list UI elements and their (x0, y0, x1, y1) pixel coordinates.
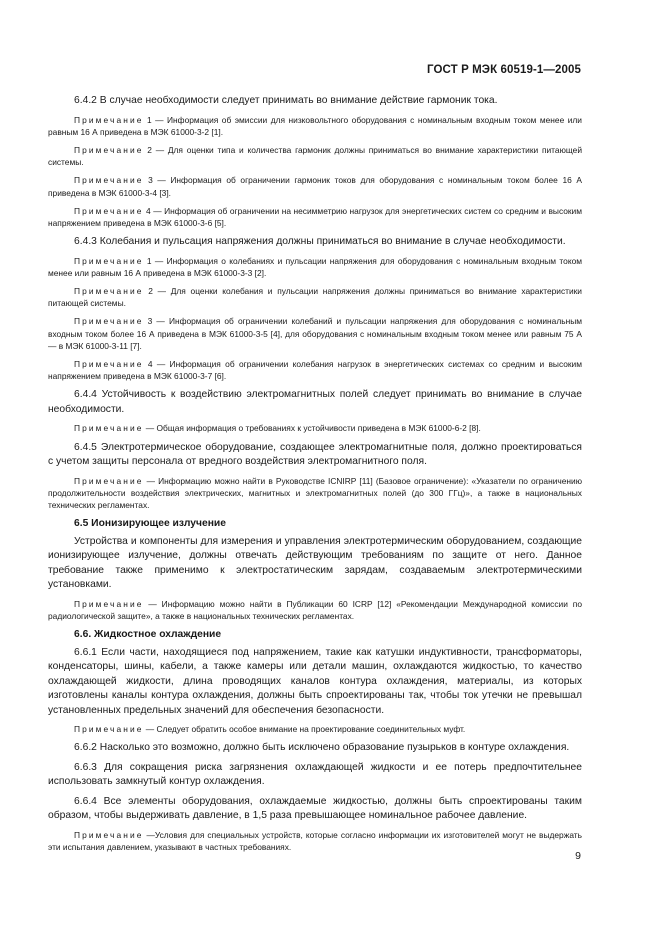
note-label: Примечание (74, 829, 144, 840)
note-label: Примечание (74, 316, 144, 327)
section-heading: 6.5 Ионизирующее излучение (74, 518, 226, 530)
note (48, 144, 582, 168)
note-text: 1 — Информация о колебаниях и пульсации напряжения для оборудования с номинальным входным током менее или равным 16 А приведена в МЭК 61000-3-3 [2]. (48, 255, 582, 278)
paragraph: 6.4.3 Колебания и пульсация напряжения должны приниматься во внимание в случае необходимости. (74, 236, 566, 248)
note (48, 315, 582, 352)
paragraph: 6.4.5 Электротермическое оборудование, создающее электромагнитные поля, должно проектироваться с учетом защиты персонала от вредного воздействия электромагнитного поля. (48, 441, 582, 468)
note-label: Примечание (74, 114, 144, 125)
note (48, 285, 582, 309)
note-label: Примечание (74, 286, 144, 297)
note-label: Примечание (74, 359, 144, 370)
note (48, 598, 582, 622)
note-text: 4 — Информация об ограничении на несимметрию нагрузок для энергетических систем со средним и высоким напряжением приведена в МЭК 61000-3-6 [5]. (48, 205, 582, 228)
note-text: — Информацию можно найти в Публикации 60 ICRP [12] «Рекомендации Международной комиссии по радиологической защите», а также в национальных технических регламентах. (48, 598, 582, 621)
section-heading: 6.6. Жидкостное охлаждение (74, 629, 222, 641)
note (48, 114, 582, 138)
note-label: Примечание (74, 598, 144, 609)
note (48, 723, 582, 735)
note-label: Примечание (74, 175, 144, 186)
paragraph: 6.4.4 Устойчивость к воздействию электромагнитных полей следует принимать во внимание в случае необходимости. (48, 389, 582, 415)
note (48, 255, 582, 279)
paragraph: 6.6.3 Для сокращения риска загрязнения охлаждающей жидкости и ее потерь предпочтительнее использовать замкнутый контур охлаждения. (48, 761, 582, 788)
paragraph: 6.6.4 Все элементы оборудования, охлаждаемые жидкостью, должны быть спроектированы таким образом, чтобы выдерживать давление, в 1,5 раза превышающее номинальное рабочее давление. (48, 795, 582, 822)
paragraph: 6.6.1 Если части, находящиеся под напряжением, такие как катушки индуктивности, трансформаторы, конденсаторы, шины, кабели, а также камеры или детали машин, охлаждаются жидкостью, то качество охлаждающей жидкости, длина проводящих каналов контура охлаждения, материалы, из которых изготовлены каналы контура охлаждения, должны быть спроектированы так, чтобы ток утечки не превышал установленных предельных значений для обеспечения безопасности. (48, 646, 582, 716)
note-text: — Следует обратить особое внимание на проектирование соединительных муфт. (143, 724, 466, 735)
note (48, 174, 582, 198)
note-label: Примечание (74, 144, 144, 155)
document-header: ГОСТ Р МЭК 60519-1—2005 (427, 64, 581, 76)
note-label: Примечание (74, 475, 144, 486)
note-text: —Условия для специальных устройств, которые согласно информации их изготовителей могут не выдержать эти испытания давлением, указывают в частных требованиях. (48, 829, 582, 853)
note-label: Примечание (74, 423, 144, 434)
note-label: Примечание (74, 724, 144, 735)
note-label: Примечание (74, 205, 144, 216)
note-text: — Информацию можно найти в Руководстве ICNIRP [11] (Базовое ограничение): «Указатели по ограничению продолжительности воздействия электрических, магнитных и электромагнитных полей (до 300 ГГц)», а также в национальных технических регламентах. (48, 475, 582, 511)
note-label: Примечание (74, 255, 144, 266)
page-number: 9 (575, 850, 581, 862)
paragraph: Устройства и компоненты для измерения и управления электротермическим оборудованием, создающие ионизирующее излучение, должны отвечать действующим требованиям по защите от него. Данное требование также применимо к электростатическим зарядам, создаваемым электротермическими установками. (48, 535, 582, 591)
note-text: 3 — Информация об ограничении гармоник токов для оборудования с номинальным током более 16 А приведена в МЭК 61000-3-4 [3]. (48, 175, 582, 198)
note-text: 1 — Информация об эмиссии для низковольтного оборудования с номинальным входным током менее или равным 16 А приведена в МЭК 61000-3-2 [1]. (48, 114, 582, 137)
document-body (48, 94, 582, 859)
note (48, 358, 582, 382)
note (48, 422, 582, 434)
note-text: 3 — Информация об ограничении колебаний и пульсации напряжения для оборудования с номинальным входным током более 16 А приведена в МЭК 61000-3-5 [4], для оборудования с номинальным входным током менее или равным 75 А — в МЭК 61000-3-11 [7]. (48, 316, 582, 351)
paragraph: 6.4.2 В случае необходимости следует принимать во внимание действие гармоник тока. (74, 95, 498, 106)
paragraph: 6.6.2 Насколько это возможно, должно быть исключено образование пузырьков в контуре охлаждения. (74, 742, 570, 754)
note-text: — Общая информация о требованиях к устойчивости приведена в МЭК 61000-6-2 [8]. (143, 423, 481, 434)
note-text: 4 — Информация об ограничении колебания нагрузок в энергетических системах со средним и высоким напряжением приведена в МЭК 61000-3-7 [6]. (48, 359, 582, 382)
note (48, 475, 582, 512)
note-text: 2 — Для оценки типа и количества гармоник должны приниматься во внимание характеристики питающей системы. (48, 144, 582, 168)
note (48, 829, 582, 853)
note-text: 2 — Для оценки колебания и пульсации напряжения должны приниматься во внимание характеристики питающей системы. (48, 286, 582, 309)
note (48, 205, 582, 229)
